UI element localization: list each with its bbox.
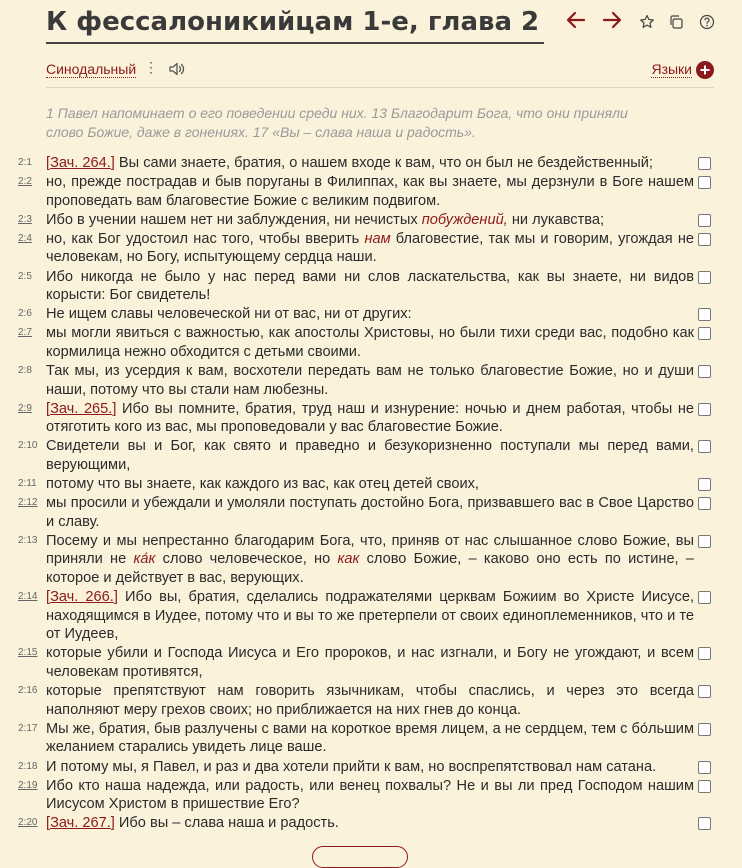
verse-text [46, 324, 694, 361]
title-underline [46, 42, 544, 44]
bracket: [ [46, 815, 51, 832]
kebab-icon[interactable]: ⋮ [144, 59, 158, 75]
help-icon[interactable] [699, 14, 715, 30]
verse-row [0, 230, 742, 267]
verse-row [0, 494, 742, 531]
languages-link[interactable]: Языки [651, 61, 692, 77]
verse-checkbox[interactable] [698, 685, 711, 698]
verse-row [0, 268, 742, 305]
reading-link[interactable]: Зач. 266. [50, 589, 114, 606]
verse-text [46, 475, 694, 494]
verse-text-part: мы просили и убеждали и умоляли поступать достойно Бога, призвавшего вас в Свое Царство и славу. [46, 495, 694, 530]
verse-text-part: благовестие, так мы и говорим, угождая не человекам, но Богу, испытующему сердца наши. [46, 230, 695, 266]
bracket: ] [110, 155, 115, 171]
verse-number[interactable]: 2:7 [18, 327, 32, 339]
verse-row [0, 154, 742, 173]
arrow-left-icon[interactable] [564, 8, 588, 32]
verse-number[interactable]: 2:6 [18, 308, 32, 320]
bracket: ] [112, 400, 117, 417]
toolbar [46, 58, 714, 82]
verse-text-part: Вы сами знаете, братия, о нашем входе к вам, что он был не бездейственный; [118, 155, 653, 171]
reading-link[interactable]: Зач. 265. [50, 400, 113, 417]
bracket: [ [46, 155, 51, 171]
verse-text-part: Не ищем славы человеческой ни от вас, ни от других: [46, 306, 412, 323]
verse-row [0, 324, 742, 361]
star-icon[interactable] [639, 14, 655, 30]
verse-row [0, 475, 742, 494]
verse-number[interactable]: 2:18 [18, 760, 38, 772]
page-title: К фессалоникийцам 1-е, глава 2 [46, 7, 540, 37]
verse-row [0, 173, 742, 210]
reading-link[interactable]: Зач. 264. [50, 155, 111, 171]
verse-text-part: но, как Бог удостоил нас того, чтобы вверить [46, 230, 360, 247]
bracket: [ [46, 400, 51, 417]
divider [46, 87, 714, 88]
verse-number[interactable]: 2:8 [18, 365, 32, 377]
verse-text [46, 814, 694, 833]
verse-checkbox[interactable] [698, 176, 711, 189]
verse-text-part: Ибо вы – слава наша и радость. [118, 815, 339, 832]
bracket: ] [110, 815, 115, 832]
next-chapter-button[interactable] [312, 846, 408, 868]
verse-text [46, 305, 694, 324]
added-word: нам [364, 230, 391, 247]
verse-number[interactable]: 2:13 [18, 534, 38, 546]
verse-text [46, 494, 694, 531]
added-word: побуждений, [421, 211, 508, 228]
arrow-right-icon[interactable] [600, 8, 624, 32]
verse-checkbox[interactable] [698, 403, 711, 416]
copy-icon[interactable] [668, 14, 684, 30]
verse-row [0, 814, 742, 833]
verse-checkbox[interactable] [698, 308, 711, 321]
verse-number[interactable]: 2:3 [18, 213, 32, 225]
verse-text [46, 154, 694, 173]
verse-text-part: которые препятствуют нам говорить язычникам, чтобы спаслись, и через это всегда наполняют меру грехов своих; но приближается на них гнев до конца. [46, 683, 694, 718]
verse-checkbox[interactable] [698, 723, 711, 736]
verse-number[interactable]: 2:20 [18, 817, 38, 829]
verse-number[interactable]: 2:14 [18, 591, 38, 603]
verse-checkbox[interactable] [698, 365, 711, 378]
added-word: как [337, 551, 360, 568]
verse-checkbox[interactable] [698, 271, 711, 284]
verse-text [46, 777, 694, 814]
verse-number[interactable]: 2:4 [18, 232, 32, 244]
verse-text-part: слово человеческое, но [162, 551, 331, 568]
verse-number[interactable]: 2:15 [18, 647, 38, 659]
speaker-icon[interactable] [168, 61, 186, 77]
verse-text [46, 644, 694, 681]
verse-text [46, 758, 694, 777]
verse-checkbox[interactable] [698, 478, 711, 491]
verse-text-part: Свидетели вы и Бог, как свято и праведно и безукоризненно поступали мы перед вами, верующими, [46, 438, 694, 473]
verse-text-part: Посему и мы непрестанно благодарим Бога, что, приняв от нас слышанное слово Божие, вы приняли не [46, 532, 694, 568]
verse-checkbox[interactable] [698, 214, 711, 227]
verse-number[interactable]: 2:1 [18, 157, 32, 168]
verse-text-part: Мы же, братия, быв разлучены с вами на короткое время лицем, а не сердцем, тем с бо́льшим желанием старались увидеть лице ваше. [46, 720, 694, 756]
bracket: [ [46, 589, 51, 606]
verse-row [0, 758, 742, 777]
verse-checkbox[interactable] [698, 497, 711, 510]
verse-text [46, 211, 694, 230]
verse-number[interactable]: 2:12 [18, 497, 38, 509]
verse-checkbox[interactable] [698, 535, 711, 548]
verse-row [0, 720, 742, 757]
verse-text-part: потому что вы знаете, как каждого из вас, как отец детей своих, [46, 476, 479, 493]
verse-text [46, 362, 694, 399]
verse-text [46, 437, 694, 474]
translation-selector[interactable]: Синодальный [46, 61, 137, 77]
verse-number[interactable]: 2:16 [18, 685, 38, 697]
verse-text [46, 400, 694, 437]
verse-checkbox[interactable] [698, 780, 711, 793]
verse-text-part: Ибо в учении нашем нет ни заблуждения, ни нечистых [46, 211, 418, 228]
verse-number[interactable]: 2:2 [18, 176, 32, 188]
verse-row [0, 437, 742, 474]
verse-checkbox[interactable] [698, 157, 711, 170]
verse-number[interactable]: 2:17 [18, 722, 38, 734]
verse-row [0, 682, 742, 719]
verse-list [0, 154, 742, 833]
verse-text-part: слово Божие, – каково оно есть по истине, – которое и действует в вас, верующих. [46, 551, 694, 587]
chapter-header [46, 6, 742, 46]
verse-number[interactable]: 2:19 [18, 779, 38, 791]
reading-link[interactable]: Зач. 267. [50, 815, 111, 832]
verse-text-part: И потому мы, я Павел, и раз и два хотели прийти к вам, но воспрепятствовал нам сатана. [46, 758, 657, 775]
verse-checkbox[interactable] [698, 591, 711, 604]
verse-row [0, 305, 742, 324]
verse-number[interactable]: 2:5 [18, 270, 32, 282]
verse-checkbox[interactable] [698, 233, 711, 246]
verse-text-part: ни лукавства; [511, 211, 605, 228]
verse-text-part: которые убили и Господа Иисуса и Его пророков, и нас изгнали, и Богу не угождают, и всем человекам противятся, [46, 645, 694, 681]
verse-row [0, 211, 742, 230]
verse-text-part: Ибо вы помните, братия, труд наш и изнурение: ночью и днем работая, чтобы не отяготить кого из вас, мы проповедовали у вас благовестие Божие. [46, 400, 695, 436]
verse-text [46, 230, 694, 267]
verse-checkbox[interactable] [698, 327, 711, 340]
verse-text-part: Ибо никогда не было у нас перед вами ни слов ласкательства, как вы знаете, ни видов корысти: Бог свидетель! [46, 268, 694, 304]
verse-text [46, 682, 694, 719]
verse-checkbox[interactable] [698, 817, 711, 830]
verse-text-part: Так мы, из усердия к вам, восхотели передать вам не только благовестие Божие, но и души наши, потому что вы стали нам любезны. [46, 363, 694, 398]
bracket: ] [113, 589, 118, 606]
verse-row [0, 400, 742, 437]
verse-text [46, 720, 694, 757]
verse-row [0, 644, 742, 681]
verse-text [46, 532, 694, 588]
verse-number[interactable]: 2:10 [18, 440, 38, 452]
chapter-summary: 1 Павел напоминает о его поведении среди них. 13 Благодарит Бога, что они приняли слово Божие, даже в гонениях. 17 «Вы – слава наша и радость». [46, 105, 628, 140]
verse-text-part: Ибо вы, братия, сделались подражателями церквам Божиим во Христе Иисусе, находящимся в Иудее, потому что и вы то же претерпели от своих единоплеменников, что и те от Иудеев, [46, 589, 695, 643]
added-word: ка́к [133, 551, 156, 568]
verse-row [0, 362, 742, 399]
verse-row [0, 532, 742, 588]
plus-circle-icon[interactable] [696, 61, 714, 79]
verse-row [0, 777, 742, 814]
verse-text [46, 588, 694, 644]
verse-text [46, 173, 694, 210]
verse-number[interactable]: 2:11 [18, 478, 37, 490]
verse-text [46, 268, 694, 305]
verse-text-part: Ибо кто наша надежда, или радость, или венец похвалы? Не и вы ли пред Господом нашим Иисусом Христом в пришествие Его? [46, 777, 694, 813]
verse-number[interactable]: 2:9 [18, 402, 32, 414]
verse-checkbox[interactable] [698, 647, 711, 660]
verse-checkbox[interactable] [698, 761, 711, 774]
verse-text-part: мы могли явиться с важностью, как апостолы Христовы, но были тихи среди вас, подобно как кормилица нежно обходится с детьми своими. [46, 325, 694, 360]
verse-checkbox[interactable] [698, 440, 711, 453]
verse-row [0, 588, 742, 644]
verse-text-part: но, прежде пострадав и быв поруганы в Филиппах, как вы знаете, мы дерзнули в Боге нашем проповедать вам благовестие Божие с великим подвигом. [46, 174, 694, 209]
